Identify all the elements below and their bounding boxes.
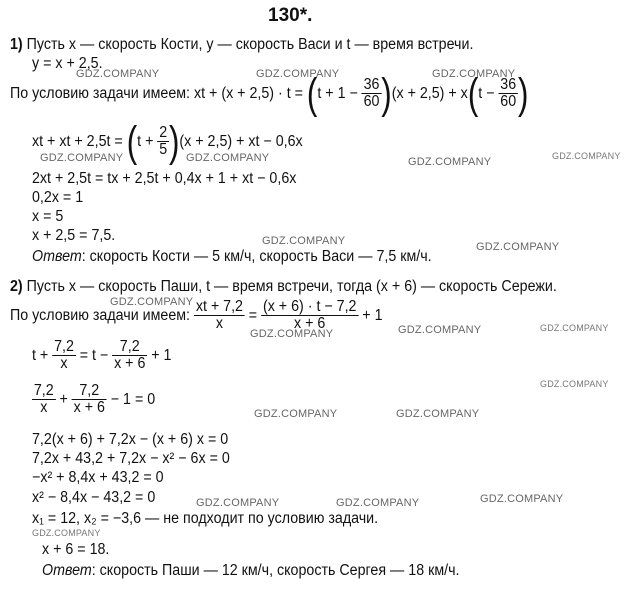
watermark: GDZ.COMPANY [40,152,124,164]
part2-step8: x + 6 = 18. [42,541,110,558]
part2-cond-tail: + 1 [362,307,383,324]
watermark: GDZ.COMPANY [540,379,609,389]
paren-open: ( [467,70,479,118]
part2-step1 [32,338,171,374]
part1-step1-a: t + [137,133,154,150]
part2-step6: x² − 8,4x − 43,2 = 0 [32,489,156,506]
part1-answer-label: Ответ [32,248,82,265]
paren-close: ) [518,70,529,118]
watermark: GDZ.COMPANY [476,241,560,253]
part2-answer [42,562,459,580]
part1-cond-frac2: $\frac{36}{60}$ [500,76,517,111]
part2-answer-label: Ответ [42,562,92,579]
part1-cond-frac1: $\frac{36}{60}$ [363,76,380,111]
part2-s1-a: t + [32,347,49,364]
watermark: GDZ.COMPANY [432,68,516,80]
part2-step2 [32,382,155,418]
part2-s2-frac1: $\frac{7,2}{x}$ [33,382,54,417]
watermark: GDZ.COMPANY [76,68,160,80]
part2-cond-frac1: $\frac{xt + 7,2}{x}$ [195,298,244,333]
part1-eq1: y = x + 2,5. [32,55,103,72]
part2-cond-frac2: $\frac{(x + 6) \cdot t - 7,2}{x + 6}$ [262,298,357,333]
part2-s2-plus: + [59,391,68,408]
part1-step5: x + 2,5 = 7,5. [32,227,116,244]
watermark: GDZ.COMPANY [396,408,480,420]
part2-cond-label: По условию задачи имеем: [10,307,191,324]
part2-s1-c: + 1 [151,347,172,364]
paren-close: ) [381,70,392,118]
part1-intro-line [10,36,473,54]
part2-answer-text: : скорость Паши — 12 км/ч, скорость Сергея — 18 км/ч. [91,562,460,579]
watermark: GDZ.COMPANY [408,156,492,168]
part1-step1-b: (x + 2,5) + xt − 0,6x [179,133,303,150]
watermark: GDZ.COMPANY [262,235,346,247]
part2-number: 2) [10,278,23,295]
watermark: GDZ.COMPANY [256,68,340,80]
watermark: GDZ.COMPANY [540,323,609,333]
paren-open: ( [306,70,318,118]
part1-step4: x = 5 [32,208,64,225]
part2-intro-line [10,278,557,296]
paren-close: ) [168,118,180,166]
watermark: GDZ.COMPANY [196,497,280,509]
part2-step7: x₁ = 12, x₂ = −3,6 — не подходит по условию задачи. [32,510,379,527]
watermark: GDZ.COMPANY [32,528,101,538]
watermark: GDZ.COMPANY [398,324,482,336]
part2-s1-frac1: $\frac{7,2}{x}$ [54,338,74,373]
part1-step1-left: xt + xt + 2,5t = [32,133,123,150]
part2-step5: −x² + 8,4x + 43,2 = 0 [32,469,164,486]
part2-s2-tail: − 1 = 0 [110,391,156,408]
part1-cond-left: xt + (x + 2,5) · t = [193,85,303,102]
part2-step4: 7,2x + 43,2 + 7,2x − x² − 6x = 0 [32,450,230,467]
part2-intro: Пусть x — скорость Паши, t — время встречи, тогда (x + 6) — скорость Сережи. [26,278,557,295]
part2-cond-eq: = [248,307,258,324]
part2-s2-frac2: $\frac{7,2}{x + 6}$ [73,382,105,417]
part1-cond-c: t − [478,85,495,102]
watermark: GDZ.COMPANY [186,152,270,164]
watermark: GDZ.COMPANY [110,296,194,308]
part1-step2: 2xt + 2,5t = tx + 2,5t + 0,4x + 1 + xt − 0,6x [32,170,297,187]
watermark: GDZ.COMPANY [254,408,338,420]
part1-intro: Пусть x — скорость Кости, y — скорость Васи и t — время встречи. [26,36,474,53]
part2-s1-b: = t − [79,347,109,364]
part1-step3: 0,2x = 1 [32,189,84,206]
part1-step1-frac: $\frac{2}{5}$ [159,124,168,159]
watermark: GDZ.COMPANY [336,497,420,509]
part1-answer [32,248,432,266]
part1-number: 1) [10,36,23,53]
paren-open: ( [126,118,138,166]
part2-step3: 7,2(x + 6) + 7,2x − (x + 6) x = 0 [32,431,229,448]
part1-answer-text: : скорость Кости — 5 км/ч, скорость Васи — 7,5 км/ч. [81,248,432,265]
watermark: GDZ.COMPANY [480,493,564,505]
watermark: GDZ.COMPANY [250,328,334,340]
part1-cond-label: По условию задачи имеем: [10,85,191,102]
part2-s1-frac2: $\frac{7,2}{x + 6}$ [114,338,146,373]
part1-cond-b: (x + 2,5) + x [391,85,468,102]
watermark: GDZ.COMPANY [552,151,621,161]
part1-cond-a: t + 1 − [317,85,358,102]
problem-number: 130*. [268,5,313,26]
